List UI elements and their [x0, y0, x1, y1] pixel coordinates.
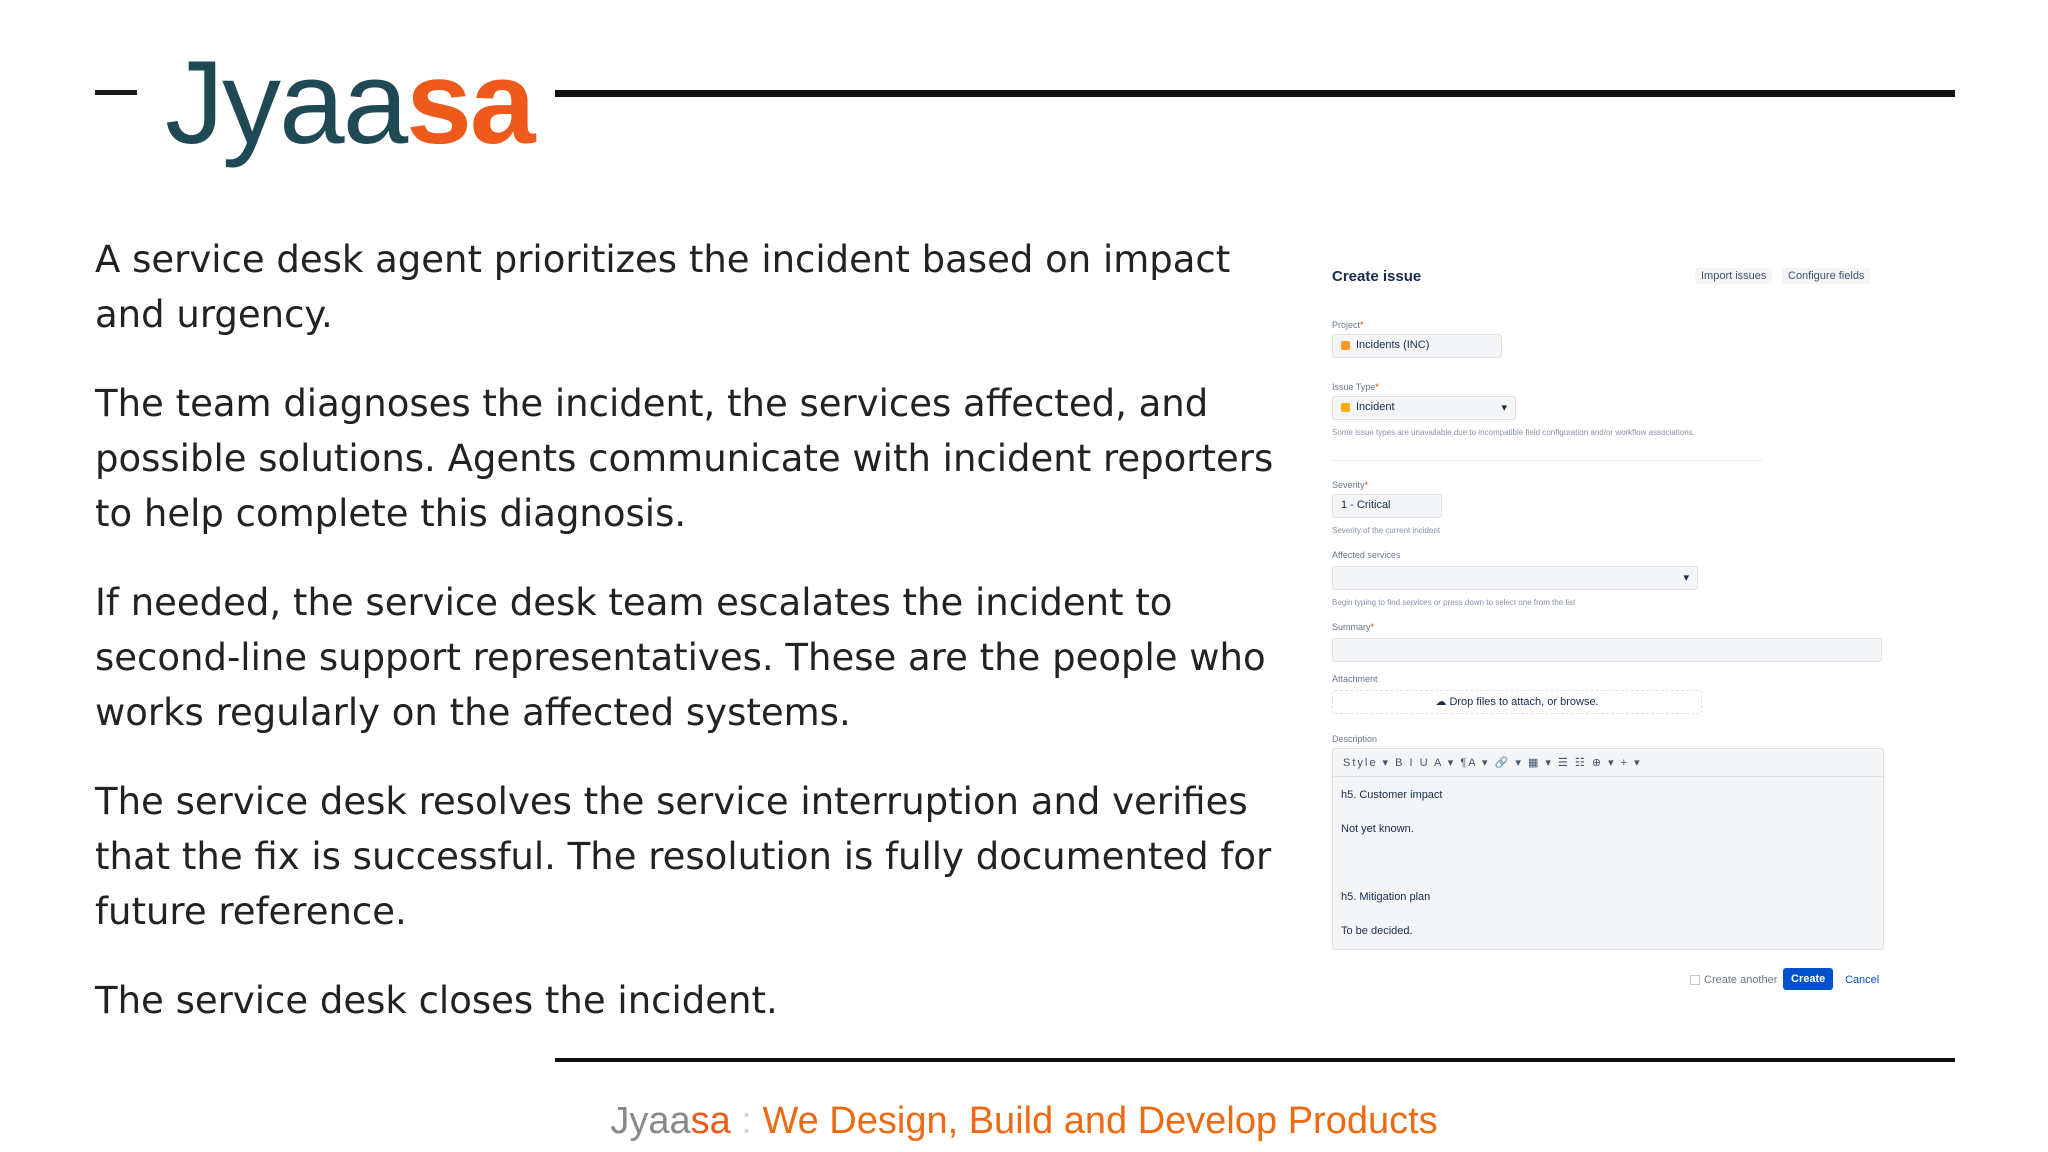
issue-type-select[interactable]: Incident ▾	[1332, 396, 1516, 420]
slide-body	[95, 232, 1295, 1062]
affected-services-help: Begin typing to find services or press down to select one from the list	[1332, 598, 1576, 607]
paragraph-escalate: If needed, the service desk team escalates the incident to second-line support representatives. These are the people who works regularly on the affected systems.	[95, 581, 1266, 734]
description-editor[interactable]	[1332, 748, 1884, 950]
logo-dash	[95, 90, 137, 95]
description-label: Description	[1332, 734, 1378, 744]
issue-type-label: Issue Type*	[1332, 382, 1379, 392]
attachment-label: Attachment	[1332, 674, 1378, 684]
logo-part-sa: sa	[406, 37, 534, 169]
project-icon	[1341, 341, 1350, 350]
divider	[1332, 460, 1762, 461]
import-issues-button[interactable]: Import issues	[1695, 268, 1772, 284]
checkbox-icon	[1690, 975, 1700, 985]
severity-select[interactable]: 1 - Critical	[1332, 494, 1442, 518]
logo-part-jyaa: Jyaa	[165, 37, 407, 169]
paragraph-resolve: The service desk resolves the service interruption and verifies that the fix is successful. The resolution is fully documented for future reference.	[95, 780, 1272, 933]
summary-label: Summary*	[1332, 622, 1375, 632]
top-rule	[555, 90, 1955, 97]
footer-brand-jyaa: Jyaa	[610, 1100, 691, 1142]
affected-services-select[interactable]: ▾	[1332, 566, 1698, 590]
affected-services-label: Affected services	[1332, 550, 1401, 560]
project-select[interactable]: Incidents (INC)	[1332, 334, 1502, 358]
severity-help: Severity of the current incident	[1332, 526, 1441, 535]
severity-label: Severity*	[1332, 480, 1369, 490]
description-heading-impact: h5. Customer impact	[1341, 789, 1443, 801]
footer-separator: :	[730, 1100, 763, 1142]
create-button[interactable]: Create	[1783, 968, 1833, 990]
incident-icon	[1341, 403, 1350, 412]
jyaasa-logo	[165, 28, 534, 178]
editor-toolbar[interactable]: Style ▾ B I U A ▾ ¶A ▾ 🔗 ▾ ▦ ▾ ☰ ☷ ⊕ ▾ + ▾	[1333, 749, 1883, 777]
footer-tagline: We Design, Build and Develop Products	[762, 1100, 1438, 1142]
paragraph-close: The service desk closes the incident.	[95, 979, 778, 1022]
description-heading-mitigation: h5. Mitigation plan	[1341, 891, 1431, 903]
configure-fields-button[interactable]: Configure fields	[1782, 268, 1870, 284]
create-issue-title: Create issue	[1332, 268, 1422, 285]
description-text-mitigation: To be decided.	[1341, 925, 1413, 937]
footer	[0, 1100, 2048, 1143]
create-another-checkbox[interactable]: Create another	[1690, 974, 1777, 986]
paragraph-diagnose: The team diagnoses the incident, the services affected, and possible solutions. Agents communicate with incident reporters to help complete this diagnosis.	[95, 382, 1274, 535]
bottom-rule	[555, 1058, 1955, 1062]
create-issue-screenshot	[1320, 258, 1890, 1008]
attachment-dropzone[interactable]: ☁ Drop files to attach, or browse.	[1332, 690, 1702, 714]
summary-input[interactable]	[1332, 638, 1882, 662]
footer-brand-sa: sa	[690, 1100, 731, 1142]
description-text-impact: Not yet known.	[1341, 823, 1414, 835]
project-label: Project*	[1332, 320, 1364, 330]
paragraph-prioritize: A service desk agent prioritizes the incident based on impact and urgency.	[95, 238, 1231, 336]
cancel-link[interactable]: Cancel	[1845, 974, 1880, 986]
issue-type-help: Some issue types are unavailable due to incompatible field configuration and/or workflow associations.	[1332, 428, 1695, 437]
cloud-upload-icon: ☁	[1435, 696, 1450, 708]
